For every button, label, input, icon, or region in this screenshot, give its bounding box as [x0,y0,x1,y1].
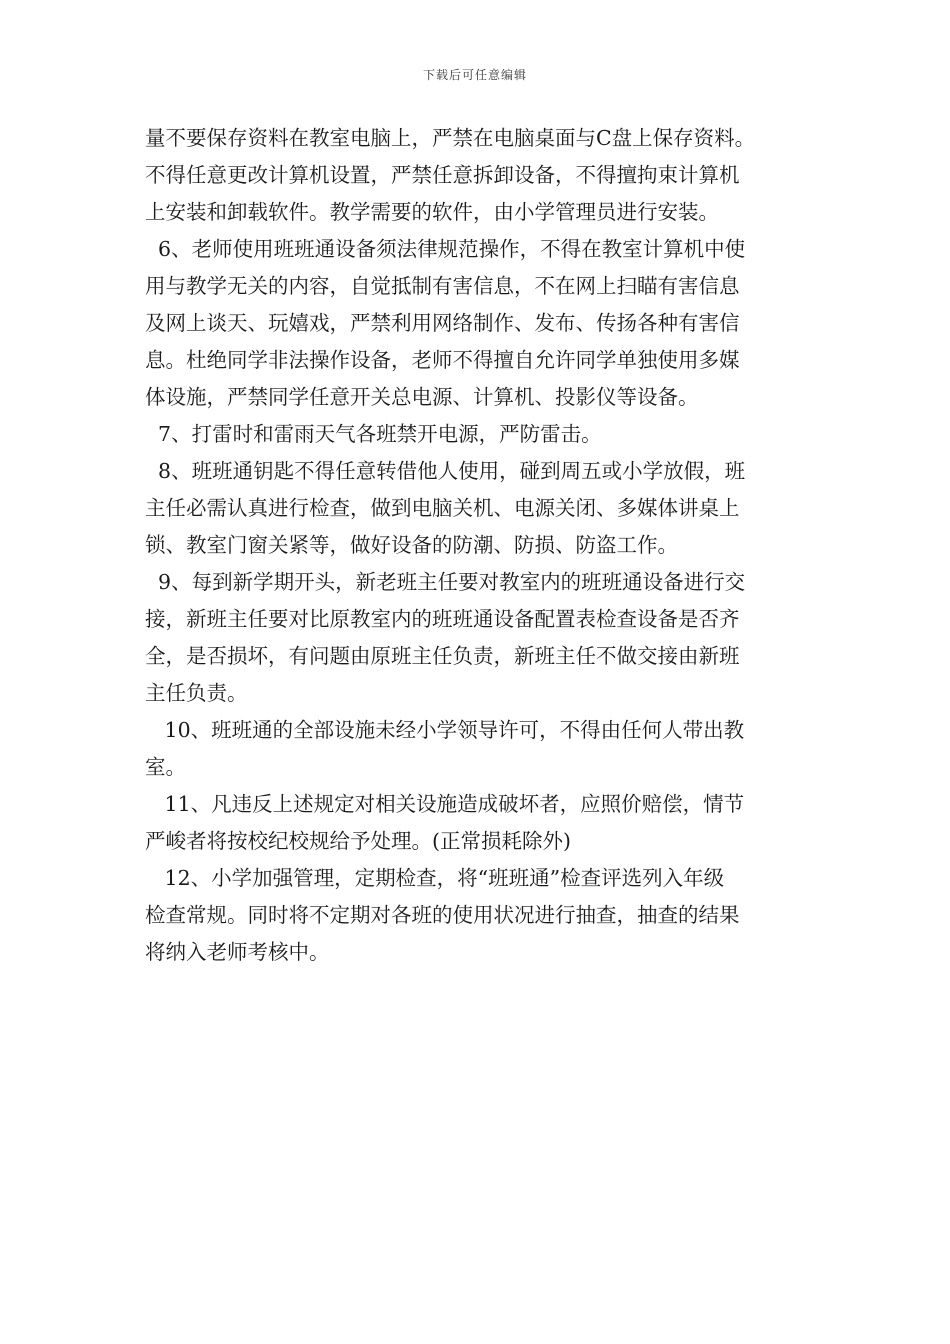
document-body [145,120,815,971]
paragraph-7-start: 7、打雷时和雷雨天气各班禁开电源，严防雷击。 [145,422,602,446]
paragraph-9-start: 9、每到新学期开头，新老班主任要对教室内的班班通设备进行交 [145,570,746,594]
header-note: 下载后可任意编辑 [422,68,527,82]
text-line: 息。杜绝同学非法操作设备，老师不得擅自允许同学单独使用多媒 [145,348,740,372]
text-line: 用与教学无关的内容，自觉抵制有害信息，不在网上扫瞄有害信息 [145,274,740,298]
text-line: 上安装和卸载软件。教学需要的软件，由小学管理员进行安装。 [145,200,719,224]
paragraph-12-start: 12、小学加强管理，定期检查，将“班班通”检查评选列入年级 [145,866,725,890]
paragraph-8-start: 8、班班通钥匙不得任意转借他人使用，碰到周五或小学放假，班 [145,459,746,483]
text-line: 将纳入老师考核中。 [145,940,330,964]
text-line: 及网上谈天、玩嬉戏，严禁利用网络制作、发布、传扬各种有害信 [145,311,740,335]
text-line: 主任必需认真进行检查，做到电脑关机、电源关闭、多媒体讲桌上 [145,496,740,520]
text-line: 体设施，严禁同学任意开关总电源、计算机、投影仪等设备。 [145,385,699,409]
text-line: 检查常规。同时将不定期对各班的使用状况进行抽查，抽查的结果 [145,903,740,927]
text-line: 严峻者将按校纪校规给予处理。(正常损耗除外) [145,829,571,853]
text-line: 量不要保存资料在教室电脑上，严禁在电脑桌面与C盘上保存资料。 [145,126,756,150]
text-line: 主任负责。 [145,681,248,705]
text-line: 室。 [145,755,186,779]
paragraph-11-start: 11、凡违反上述规定对相关设施造成破坏者，应照价赔偿，情节 [145,792,745,816]
paragraph-10-start: 10、班班通的全部设施未经小学领导许可，不得由任何人带出教 [145,718,745,742]
text-line: 不得任意更改计算机设置，严禁任意拆卸设备，不得擅拘束计算机 [145,163,740,187]
text-line: 全，是否损坏，有问题由原班主任负责，新班主任不做交接由新班 [145,644,740,668]
text-line: 接，新班主任要对比原教室内的班班通设备配置表检查设备是否齐 [145,607,740,631]
text-line: 锁、教室门窗关紧等，做好设备的防潮、防损、防盗工作。 [145,533,678,557]
paragraph-6-start: 6、老师使用班班通设备须法律规范操作，不得在教室计算机中使 [145,237,746,261]
